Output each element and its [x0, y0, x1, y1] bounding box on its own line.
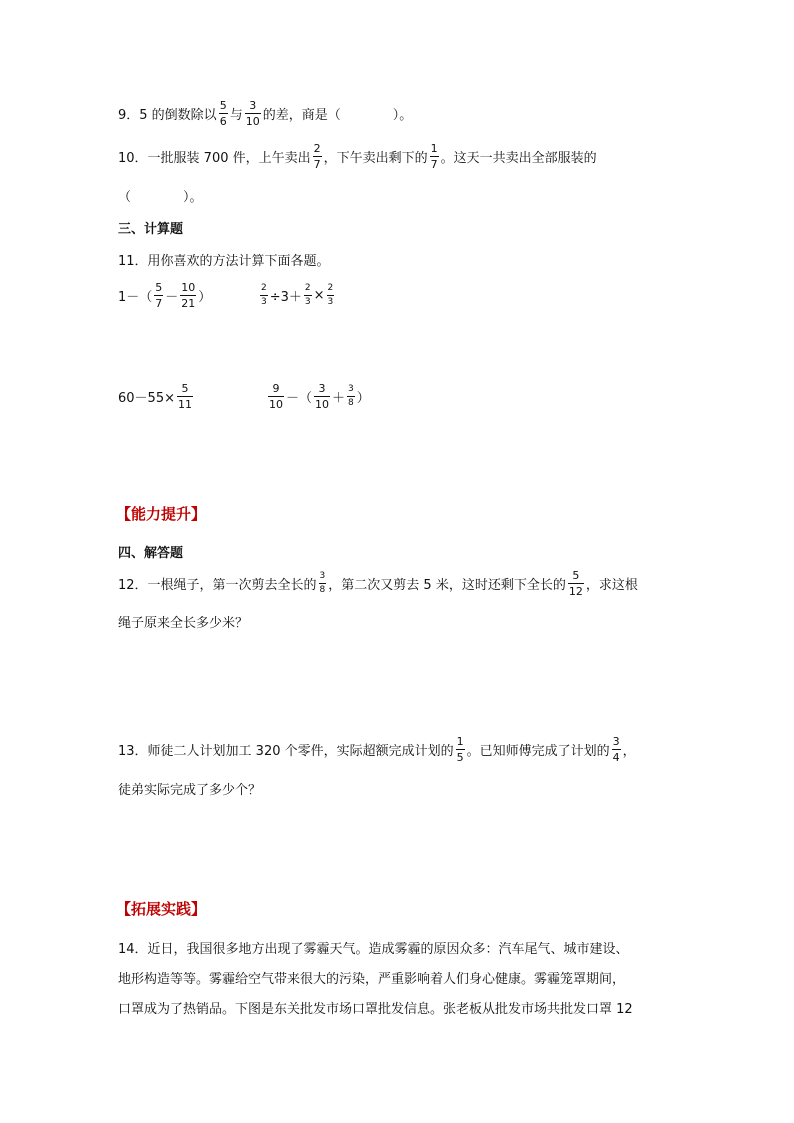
fraction: $\frac{2}{3}$ — [327, 283, 334, 307]
section-heading: 三、计算题 — [118, 222, 184, 237]
section-heading: 四、解答题 — [118, 546, 184, 561]
question-10: 10．一批服装 700 件，上午卖出 $\frac{2}{7}$ ，下午卖出剩下的 $\frac{1}{7}$ 。这天一共卖出全部服装的 — [118, 142, 597, 171]
fraction: $\frac{3}{8}$ — [319, 571, 326, 595]
fraction: $\frac{3}{10}$ — [315, 382, 330, 411]
fraction: $\frac{2}{3}$ — [261, 283, 267, 307]
question-11: 11．用你喜欢的方法计算下面各题。 — [118, 254, 330, 269]
question-13: 13．师徒二人计划加工 320 个零件，实际超额完成计划的 $\frac{1}{5}$ 。已知师傅完成了计划的 $\frac{3}{4}$ ， — [118, 735, 636, 764]
question-9: 9．5 的倒数除以 $\frac{5}{6}$ 与 $\frac{3}{10}$ 的差，商是（ ）。 — [118, 99, 413, 128]
fraction: $\frac{3}{8}$ — [348, 384, 354, 408]
section-tag-ability: 【能力提升】 — [116, 505, 207, 523]
fraction: $\frac{9}{10}$ — [269, 382, 283, 411]
fraction: $\frac{2}{7}$ — [313, 142, 321, 171]
fraction: $\frac{10}{21}$ — [181, 281, 196, 310]
question-10-blank: （ ）。 — [118, 190, 203, 205]
expression-1: 1－（ $\frac{5}{7}$ － $\frac{10}{21}$ ） — [118, 281, 212, 310]
question-12: 12．一根绳子，第一次剪去全长的 $\frac{3}{8}$ ，第二次又剪去 5 米，这时还剩下全长的 $\frac{5}{12}$ ，求这根 — [118, 569, 638, 598]
question-14-line1: 14．近日，我国很多地方出现了雾霾天气。造成雾霾的原因众多：汽车尾气、城市建设、 — [118, 942, 629, 957]
fraction: $\frac{2}{3}$ — [304, 283, 311, 307]
fraction: $\frac{3}{4}$ — [612, 735, 620, 764]
fraction: $\frac{5}{6}$ — [219, 99, 227, 128]
question-13-line2: 徒弟实际完成了多少个？ — [118, 783, 262, 798]
expression-2: $\frac{2}{3}$ ÷3＋ $\frac{2}{3}$ × $\frac{2}{3}$ — [261, 283, 334, 307]
question-14-line2: 地形构造等等。雾霾给空气带来很大的污染，严重影响着人们身心健康。雾霾笼罩期间， — [118, 972, 626, 987]
question-14-line3: 口罩成为了热销品。下图是东关批发市场口罩批发信息。张老板从批发市场共批发口罩 12 — [118, 1002, 633, 1017]
section-tag-practice: 【拓展实践】 — [116, 900, 207, 918]
fraction: $\frac{5}{7}$ — [155, 281, 163, 310]
question-12-line2: 绳子原来全长多少米？ — [118, 616, 249, 631]
fraction: $\frac{5}{11}$ — [177, 382, 192, 411]
expression-3: 60－55× $\frac{5}{11}$ — [118, 382, 192, 411]
fraction: $\frac{5}{12}$ — [568, 569, 583, 598]
fraction: $\frac{3}{10}$ — [245, 99, 260, 128]
fraction: $\frac{1}{7}$ — [430, 142, 438, 171]
fraction: $\frac{1}{5}$ — [456, 735, 464, 764]
expression-4: $\frac{9}{10}$ －（ $\frac{3}{10}$ ＋ $\frac{3}{8}$ ） — [269, 382, 370, 411]
